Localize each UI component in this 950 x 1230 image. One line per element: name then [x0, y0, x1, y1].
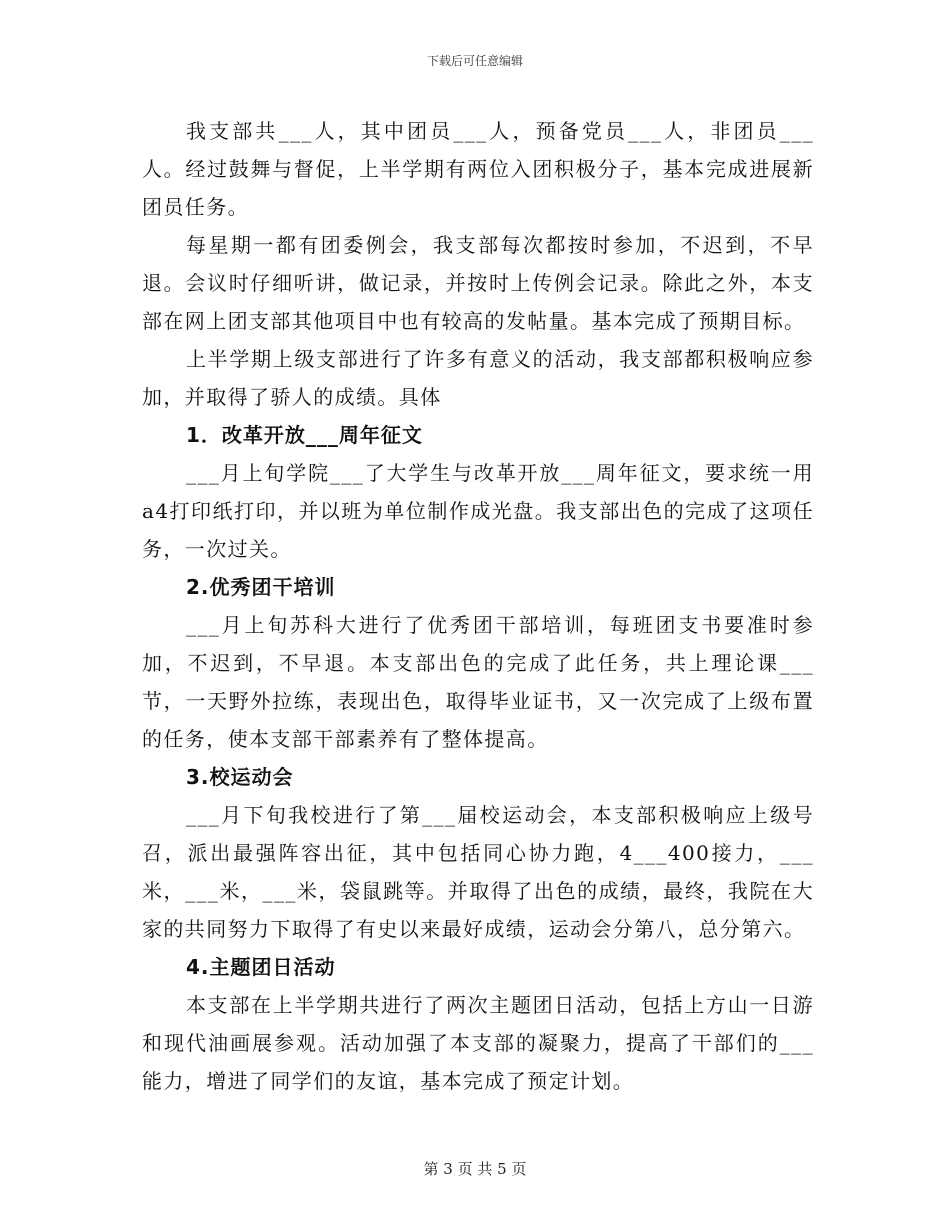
paragraph-training: ___月上旬苏科大进行了优秀团干部培训，每班团支书要准时参加，不迟到，不早退。本支部出色的完成了此任务，共上理论课___节，一天野外拉练，表现出色，取得毕业证书，又一次完成了上级布置的任务，使本支部干部素养有了整体提高。 [142, 613, 814, 751]
paragraph-essay: ___月上旬学院___了大学生与改革开放___周年征文，要求统一用a4打印纸打印，并以班为单位制作成光盘。我支部出色的完成了这项任务，一次过关。 [142, 461, 814, 561]
paragraph-activities-intro: 上半学期上级支部进行了许多有意义的活动，我支部都积极响应参加，并取得了骄人的成绩。具体 [142, 347, 814, 409]
section-heading-training: 2.优秀团干培训 [186, 575, 336, 599]
page-header: 下载后可任意编辑 [426, 54, 523, 68]
section-heading-sports-meet: 3.校运动会 [186, 765, 294, 789]
section-heading-essay: 1．改革开放___周年征文 [186, 423, 423, 447]
page-number: 第 3 页 共 5 页 [423, 1160, 527, 1178]
paragraph-sports-meet: ___月下旬我校进行了第___届校运动会，本支部积极响应上级号召，派出最强阵容出征，其中包括同心协力跑，4___400接力，___米，___米，___米，袋鼠跳等。并取得了出色的成绩，最终，我院在大家的共同努力下取得了有史以来最好成绩，运动会分第八，总分第六。 [142, 803, 814, 941]
paragraph-member-count: 我支部共___人，其中团员___人，预备党员___人，非团员___人。经过鼓舞与督促，上半学期有两位入团积极分子，基本完成进展新团员任务。 [142, 119, 814, 219]
paragraph-weekly-meeting: 每星期一都有团委例会，我支部每次都按时参加，不迟到，不早退。会议时仔细听讲，做记录，并按时上传例会记录。除此之外，本支部在网上团支部其他项目中也有较高的发帖量。基本完成了预期目标。 [142, 233, 814, 333]
section-heading-theme-day: 4.主题团日活动 [186, 955, 336, 979]
paragraph-theme-day: 本支部在上半学期共进行了两次主题团日活动，包括上方山一日游和现代油画展参观。活动加强了本支部的凝聚力，提高了干部们的___能力，增进了同学们的友谊，基本完成了预定计划。 [142, 993, 814, 1093]
document-body [142, 112, 814, 1100]
